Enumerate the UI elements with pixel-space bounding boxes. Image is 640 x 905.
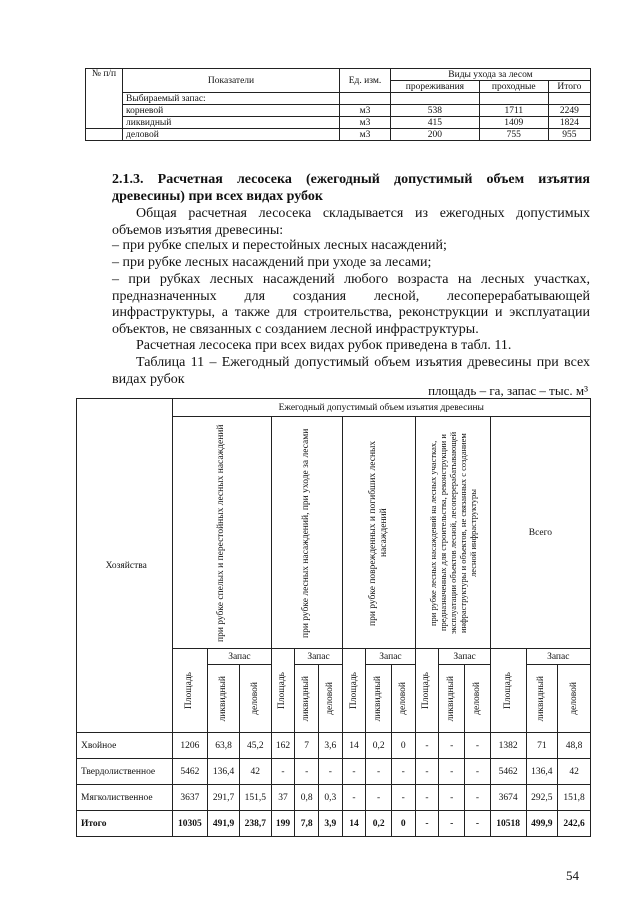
col-header: прореживания	[391, 81, 480, 93]
bullet-1: – при рубке спелых и перестойных лесных насаждений;	[112, 238, 447, 253]
table-cell: 1382	[490, 733, 526, 759]
group-header-thinning: при рубке лесных насаждений, при уходе за лесами	[271, 417, 342, 649]
liquid-header: ликвидный	[439, 665, 465, 733]
section-heading: 2.1.3. Расчетная лесосека (ежегодный допустимый объем изъятия древесины) при всех видах рубок	[112, 172, 590, 204]
col-unit-header: Ед. изм.	[340, 69, 391, 93]
col-header: Итого	[548, 81, 590, 93]
liquid-header: ликвидный	[208, 665, 240, 733]
stock-header: Запас	[208, 649, 271, 665]
area-header: Площадь	[172, 649, 208, 733]
table-cell: 136,4	[208, 759, 240, 785]
liquid-header: ликвидный	[526, 665, 558, 733]
table-cell: 5462	[490, 759, 526, 785]
table-cell: -	[439, 733, 465, 759]
col-farms-header: Хозяйства	[77, 399, 173, 733]
table-cell: 162	[271, 733, 295, 759]
col-group-header: Виды ухода за лесом	[391, 69, 591, 81]
table-cell: 151,5	[239, 785, 271, 811]
row-name: Мягколиственное	[77, 785, 173, 811]
table-cell: -	[415, 811, 439, 837]
stock-header: Запас	[366, 649, 415, 665]
table-cell: -	[439, 759, 465, 785]
table-cell: 3674	[490, 785, 526, 811]
table-cell: 42	[239, 759, 271, 785]
bullet-2: – при рубке лесных насаждений при уходе за лесами;	[112, 255, 432, 270]
units-note: площадь – га, запас – тыс. м³	[428, 383, 588, 398]
table-cell: -	[465, 811, 491, 837]
col-num-header: № п/п	[86, 69, 123, 129]
cell: 1409	[479, 117, 548, 129]
row-name: Твердолиственное	[77, 759, 173, 785]
table-cell: 5462	[172, 759, 208, 785]
table-cell: 0,3	[319, 785, 343, 811]
cell: 200	[391, 129, 480, 141]
stock-header: Запас	[295, 649, 342, 665]
table-cell: 42	[558, 759, 591, 785]
harvest-stock-table	[85, 68, 591, 141]
table-cell: -	[415, 733, 439, 759]
col-group-header: Ежегодный допустимый объем изъятия древесины	[172, 399, 591, 417]
table-cell: -	[391, 785, 415, 811]
area-header: Площадь	[415, 649, 439, 733]
area-header: Площадь	[271, 649, 295, 733]
table-row	[77, 785, 591, 811]
col-indicators-header: Показатели	[123, 69, 340, 93]
table-cell: 48,8	[558, 733, 591, 759]
paragraph-2: Расчетная лесосека при всех видах рубок приведена в табл. 11.	[136, 338, 512, 353]
group-header-infrastructure: при рубке лесных насаждений на лесных участках, предназначенных для строительства, реконструкции и эксплуатации объектов лесной, лесоперерабатывающей инфраструктуры и объектов, не связанных с созданием лесной инфраструктуры	[415, 417, 490, 649]
area-header: Площадь	[342, 649, 366, 733]
table-cell: 71	[526, 733, 558, 759]
table-cell: -	[342, 785, 366, 811]
section-label: Выбираемый запас:	[123, 93, 340, 105]
cell: 755	[479, 129, 548, 141]
table-cell: 7,8	[295, 811, 319, 837]
table-cell: 291,7	[208, 785, 240, 811]
table-cell: 14	[342, 733, 366, 759]
table-cell: 3,9	[319, 811, 343, 837]
table-cell: -	[366, 759, 392, 785]
business-header: деловой	[319, 665, 343, 733]
table-cell: 45,2	[239, 733, 271, 759]
col-header: проходные	[479, 81, 548, 93]
annual-cut-table	[76, 398, 591, 837]
table-cell: 3,6	[319, 733, 343, 759]
table-cell: 1206	[172, 733, 208, 759]
cell: 538	[391, 105, 480, 117]
table-cell: 0	[391, 811, 415, 837]
table-cell: 10518	[490, 811, 526, 837]
page-number: 54	[566, 868, 579, 883]
cell: 1824	[548, 117, 590, 129]
paragraph-1: Общая расчетная лесосека складывается из ежегодных допустимых объемов изъятия древесины:	[112, 206, 590, 238]
row-name: деловой	[123, 129, 340, 141]
stock-header: Запас	[439, 649, 490, 665]
table-cell: 0,2	[366, 811, 392, 837]
table-cell: 491,9	[208, 811, 240, 837]
table-cell: 0,8	[295, 785, 319, 811]
table-cell: 0	[391, 733, 415, 759]
table-cell: -	[465, 759, 491, 785]
row-unit: м3	[340, 129, 391, 141]
business-header: деловой	[239, 665, 271, 733]
row-unit: м3	[340, 105, 391, 117]
table-cell: -	[342, 759, 366, 785]
business-header: деловой	[558, 665, 591, 733]
table-cell: -	[295, 759, 319, 785]
table-cell: -	[465, 733, 491, 759]
table-cell: 7	[295, 733, 319, 759]
table-cell: 3637	[172, 785, 208, 811]
liquid-header: ликвидный	[366, 665, 392, 733]
table-cell: -	[465, 785, 491, 811]
row-name: корневой	[123, 105, 340, 117]
table-cell: 242,6	[558, 811, 591, 837]
table-row	[77, 759, 591, 785]
cell: 955	[548, 129, 590, 141]
table-cell: 37	[271, 785, 295, 811]
table-cell: -	[415, 759, 439, 785]
group-header-damaged: при рубке поврежденных и погибших лесных насаждений	[342, 417, 415, 649]
table-cell: 499,9	[526, 811, 558, 837]
table-row	[77, 811, 591, 837]
bullet-3: – при рубках лесных насаждений любого возраста на лесных участках, предназначенных для создания лесной, лесоперерабатывающей инфраструктуры, а также для строительства, реконструкции и эксплуатации объектов, не связанных с созданием лесной инфраструктуры.	[112, 272, 590, 337]
table-cell: -	[366, 785, 392, 811]
row-name: ликвидный	[123, 117, 340, 129]
row-name: Итого	[77, 811, 173, 837]
table-cell: 0,2	[366, 733, 392, 759]
row-unit: м3	[340, 117, 391, 129]
table-caption: Таблица 11 – Ежегодный допустимый объем изъятия древесины при всех видах рубок	[112, 355, 590, 387]
table-cell: 292,5	[526, 785, 558, 811]
table-cell: 238,7	[239, 811, 271, 837]
table-cell: 14	[342, 811, 366, 837]
cell: 1711	[479, 105, 548, 117]
table-cell: 10305	[172, 811, 208, 837]
table-cell: -	[271, 759, 295, 785]
cell: 2249	[548, 105, 590, 117]
liquid-header: ликвидный	[295, 665, 319, 733]
stock-header: Запас	[526, 649, 591, 665]
table-cell: -	[391, 759, 415, 785]
table-cell: -	[439, 811, 465, 837]
table-cell: 199	[271, 811, 295, 837]
table-cell: 151,8	[558, 785, 591, 811]
cell: 415	[391, 117, 480, 129]
table-cell: -	[319, 759, 343, 785]
group-header-mature: при рубке спелых и перестойных лесных насаждений	[172, 417, 271, 649]
table-cell: 136,4	[526, 759, 558, 785]
group-header-total: Всего	[490, 417, 590, 649]
table-cell: -	[415, 785, 439, 811]
business-header: деловой	[465, 665, 491, 733]
business-header: деловой	[391, 665, 415, 733]
row-name: Хвойное	[77, 733, 173, 759]
table-row	[77, 733, 591, 759]
table-cell: -	[439, 785, 465, 811]
table-cell: 63,8	[208, 733, 240, 759]
area-header: Площадь	[490, 649, 526, 733]
